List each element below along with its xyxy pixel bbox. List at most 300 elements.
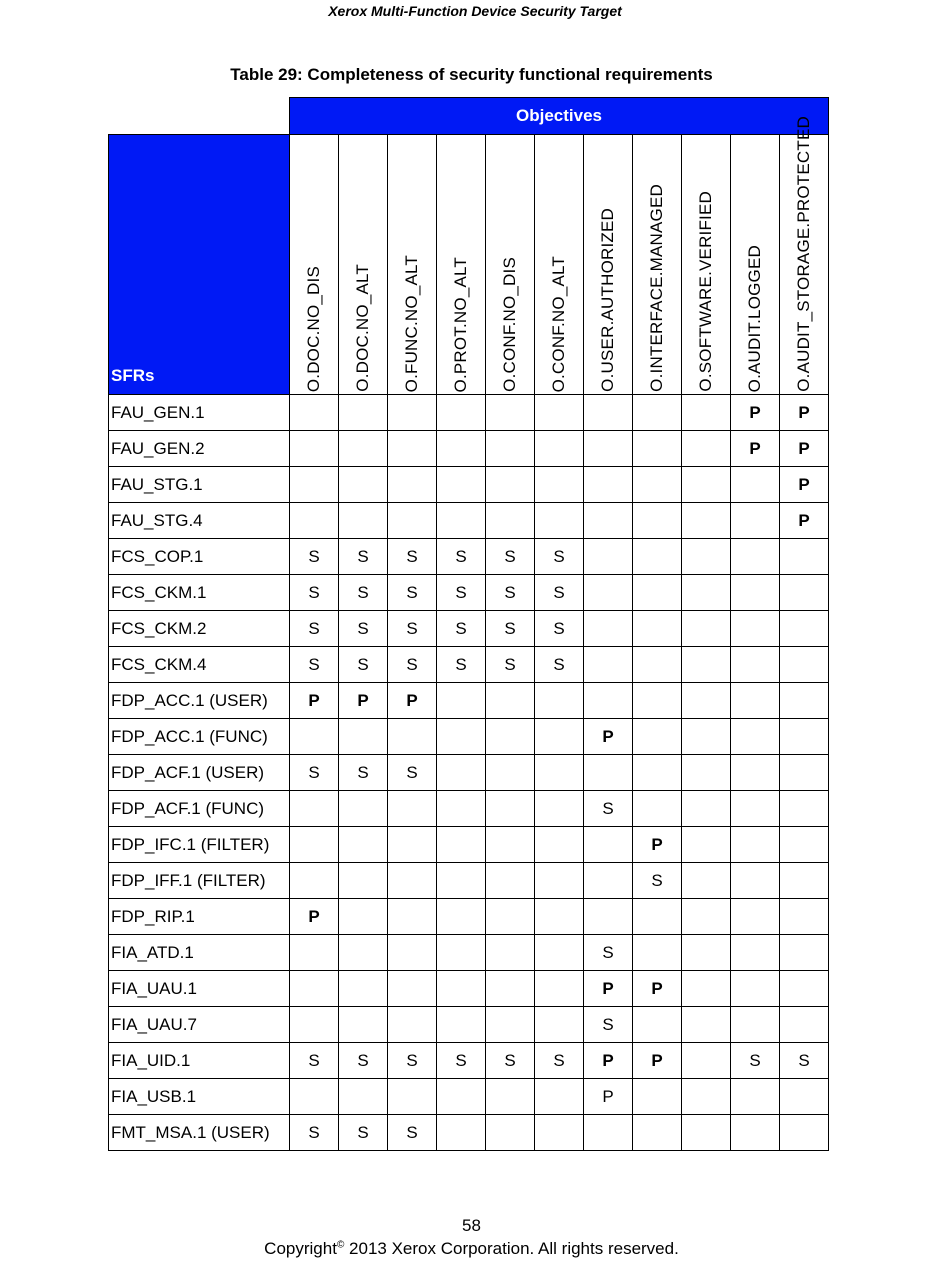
objective-header-cell: [437, 135, 486, 395]
mapping-cell: P: [731, 431, 780, 467]
mapping-cell: [535, 863, 584, 899]
mapping-cell: [339, 719, 388, 755]
mapping-cell: [682, 1043, 731, 1079]
mapping-cell: [731, 863, 780, 899]
mapping-cell: [780, 935, 829, 971]
mapping-cell: [584, 575, 633, 611]
mapping-cell: [584, 863, 633, 899]
mapping-cell: [339, 935, 388, 971]
mapping-cell: [535, 431, 584, 467]
objective-name: O.USER.AUTHORIZED: [598, 208, 617, 392]
mapping-cell: S: [486, 575, 535, 611]
sfr-name-cell: FDP_ACF.1 (USER): [109, 755, 290, 791]
table-row: [109, 863, 829, 899]
mapping-cell: [437, 719, 486, 755]
sfr-name-cell: FDP_IFF.1 (FILTER): [109, 863, 290, 899]
mapping-cell: [437, 791, 486, 827]
mapping-cell: [486, 1007, 535, 1043]
objective-header-cell: [486, 135, 535, 395]
mapping-cell: P: [584, 1079, 633, 1115]
mapping-cell: [388, 827, 437, 863]
objective-name: O.SOFTWARE.VERIFIED: [696, 191, 715, 392]
mapping-cell: [486, 1079, 535, 1115]
copyright-prefix: Copyright: [264, 1239, 337, 1258]
table-row: [109, 1079, 829, 1115]
mapping-cell: S: [535, 1043, 584, 1079]
objective-name: O.AUDIT.LOGGED: [745, 244, 764, 392]
mapping-cell: P: [731, 395, 780, 431]
mapping-cell: [682, 971, 731, 1007]
mapping-cell: [682, 863, 731, 899]
mapping-cell: P: [339, 683, 388, 719]
table-corner: [109, 98, 290, 135]
table-row: [109, 755, 829, 791]
mapping-cell: [290, 935, 339, 971]
mapping-cell: [437, 971, 486, 1007]
mapping-cell: [633, 395, 682, 431]
sfr-name-cell: FIA_UAU.7: [109, 1007, 290, 1043]
objective-name: O.DOC.NO_DIS: [304, 265, 323, 392]
copyright-symbol: ©: [336, 1239, 345, 1251]
objective-name: O.INTERFACE.MANAGED: [647, 184, 666, 392]
objectives-header: Objectives: [290, 98, 829, 135]
mapping-cell: [780, 791, 829, 827]
mapping-cell: [584, 755, 633, 791]
mapping-cell: S: [535, 575, 584, 611]
mapping-cell: [388, 935, 437, 971]
mapping-cell: P: [633, 1043, 682, 1079]
table-row: [109, 827, 829, 863]
mapping-cell: S: [437, 647, 486, 683]
objective-header-cell: [584, 135, 633, 395]
mapping-cell: [584, 539, 633, 575]
mapping-cell: S: [584, 935, 633, 971]
mapping-cell: [731, 575, 780, 611]
mapping-cell: P: [388, 683, 437, 719]
mapping-cell: [584, 647, 633, 683]
mapping-cell: [290, 431, 339, 467]
mapping-cell: [339, 1079, 388, 1115]
mapping-cell: [339, 863, 388, 899]
objective-header-cell: [731, 135, 780, 395]
table-row: [109, 1043, 829, 1079]
mapping-cell: [731, 611, 780, 647]
mapping-cell: [437, 1007, 486, 1043]
mapping-cell: [731, 719, 780, 755]
mapping-cell: [437, 827, 486, 863]
mapping-cell: [486, 1115, 535, 1151]
mapping-cell: [290, 467, 339, 503]
table-row: [109, 971, 829, 1007]
sfr-name-cell: FAU_GEN.1: [109, 395, 290, 431]
mapping-cell: [682, 647, 731, 683]
objective-name: O.CONF.NO_ALT: [549, 255, 568, 392]
mapping-cell: S: [339, 647, 388, 683]
mapping-cell: [486, 683, 535, 719]
mapping-cell: P: [633, 827, 682, 863]
mapping-cell: S: [437, 611, 486, 647]
objective-header-cell: [535, 135, 584, 395]
mapping-cell: S: [584, 791, 633, 827]
mapping-cell: P: [290, 683, 339, 719]
mapping-cell: [633, 935, 682, 971]
mapping-cell: S: [633, 863, 682, 899]
mapping-cell: [388, 1079, 437, 1115]
mapping-cell: [584, 467, 633, 503]
mapping-cell: [437, 1079, 486, 1115]
mapping-cell: [731, 539, 780, 575]
page-number: 58: [462, 1216, 481, 1235]
mapping-cell: [780, 827, 829, 863]
mapping-cell: [535, 899, 584, 935]
mapping-cell: [682, 719, 731, 755]
mapping-cell: [780, 755, 829, 791]
sfr-name-cell: FAU_STG.1: [109, 467, 290, 503]
table-row: [109, 719, 829, 755]
mapping-cell: S: [388, 1115, 437, 1151]
mapping-cell: [388, 899, 437, 935]
mapping-cell: [731, 755, 780, 791]
mapping-cell: [388, 971, 437, 1007]
mapping-cell: [486, 827, 535, 863]
mapping-cell: [339, 467, 388, 503]
mapping-cell: [486, 395, 535, 431]
mapping-cell: [339, 899, 388, 935]
table-caption: Table 29: Completeness of security functional requirements: [230, 65, 713, 84]
objective-header-cell: [339, 135, 388, 395]
table-row: [109, 1115, 829, 1151]
mapping-cell: S: [339, 1043, 388, 1079]
mapping-cell: [388, 863, 437, 899]
mapping-cell: S: [535, 611, 584, 647]
mapping-cell: [682, 827, 731, 863]
mapping-cell: [535, 503, 584, 539]
objective-name: O.AUDIT_STORAGE.PROTECTED: [794, 116, 813, 392]
objective-header-cell: [290, 135, 339, 395]
mapping-cell: [682, 683, 731, 719]
mapping-cell: [731, 683, 780, 719]
mapping-cell: [290, 1007, 339, 1043]
mapping-cell: S: [388, 1043, 437, 1079]
mapping-cell: [633, 467, 682, 503]
mapping-cell: S: [731, 1043, 780, 1079]
sfr-name-cell: FCS_COP.1: [109, 539, 290, 575]
objective-names-row: [109, 135, 829, 395]
mapping-cell: [780, 719, 829, 755]
mapping-cell: [584, 395, 633, 431]
sfr-name-cell: FDP_IFC.1 (FILTER): [109, 827, 290, 863]
mapping-cell: S: [780, 1043, 829, 1079]
mapping-cell: P: [584, 719, 633, 755]
mapping-cell: S: [388, 575, 437, 611]
mapping-cell: [682, 503, 731, 539]
mapping-cell: S: [437, 1043, 486, 1079]
mapping-cell: [682, 755, 731, 791]
mapping-cell: [633, 683, 682, 719]
mapping-cell: [486, 863, 535, 899]
mapping-cell: S: [290, 539, 339, 575]
mapping-cell: [780, 1115, 829, 1151]
mapping-cell: [388, 395, 437, 431]
mapping-cell: [682, 1115, 731, 1151]
table-row: [109, 1007, 829, 1043]
mapping-cell: [682, 611, 731, 647]
mapping-cell: [633, 899, 682, 935]
mapping-cell: [633, 791, 682, 827]
mapping-cell: [437, 395, 486, 431]
mapping-cell: [339, 1007, 388, 1043]
mapping-cell: [290, 719, 339, 755]
objective-header-cell: [682, 135, 731, 395]
mapping-cell: [780, 1079, 829, 1115]
mapping-cell: S: [339, 575, 388, 611]
mapping-cell: [535, 1079, 584, 1115]
sfr-name-cell: FDP_ACF.1 (FUNC): [109, 791, 290, 827]
table-row: [109, 539, 829, 575]
mapping-cell: P: [780, 431, 829, 467]
mapping-cell: [584, 827, 633, 863]
table-row: [109, 899, 829, 935]
mapping-cell: S: [339, 539, 388, 575]
sfr-name-cell: FDP_ACC.1 (FUNC): [109, 719, 290, 755]
mapping-cell: [780, 539, 829, 575]
mapping-cell: [486, 791, 535, 827]
sfr-objectives-table: [108, 97, 829, 1151]
mapping-cell: S: [290, 575, 339, 611]
mapping-cell: S: [486, 539, 535, 575]
mapping-cell: S: [486, 1043, 535, 1079]
table-row: [109, 683, 829, 719]
sfr-name-cell: FCS_CKM.2: [109, 611, 290, 647]
mapping-cell: [388, 719, 437, 755]
mapping-cell: [290, 395, 339, 431]
mapping-cell: [437, 683, 486, 719]
mapping-cell: [388, 791, 437, 827]
mapping-cell: [584, 683, 633, 719]
table-row: [109, 395, 829, 431]
mapping-cell: S: [290, 647, 339, 683]
mapping-cell: [290, 863, 339, 899]
running-header: Xerox Multi-Function Device Security Target: [328, 3, 622, 19]
mapping-cell: [437, 467, 486, 503]
mapping-cell: S: [339, 1115, 388, 1151]
mapping-cell: [584, 503, 633, 539]
mapping-cell: [535, 755, 584, 791]
mapping-cell: [290, 1079, 339, 1115]
mapping-cell: [535, 971, 584, 1007]
mapping-cell: P: [780, 503, 829, 539]
sfr-name-cell: FMT_MSA.1 (USER): [109, 1115, 290, 1151]
mapping-cell: S: [486, 611, 535, 647]
sfr-name-cell: FCS_CKM.1: [109, 575, 290, 611]
mapping-cell: [535, 719, 584, 755]
mapping-cell: [437, 431, 486, 467]
objective-header-cell: [633, 135, 682, 395]
mapping-cell: [633, 1079, 682, 1115]
mapping-cell: [437, 899, 486, 935]
mapping-cell: S: [290, 1115, 339, 1151]
mapping-cell: [290, 791, 339, 827]
mapping-cell: [339, 503, 388, 539]
mapping-cell: [682, 575, 731, 611]
mapping-cell: [633, 431, 682, 467]
table-row: [109, 611, 829, 647]
mapping-cell: [388, 431, 437, 467]
sfr-name-cell: FIA_UID.1: [109, 1043, 290, 1079]
mapping-cell: [290, 503, 339, 539]
mapping-cell: [388, 1007, 437, 1043]
table-row: [109, 431, 829, 467]
sfr-name-cell: FIA_USB.1: [109, 1079, 290, 1115]
mapping-cell: [682, 467, 731, 503]
mapping-cell: S: [388, 755, 437, 791]
mapping-cell: S: [388, 539, 437, 575]
table-row: [109, 647, 829, 683]
mapping-cell: [780, 899, 829, 935]
mapping-cell: S: [437, 575, 486, 611]
mapping-cell: S: [388, 611, 437, 647]
mapping-cell: [535, 395, 584, 431]
mapping-cell: [486, 755, 535, 791]
mapping-cell: [486, 935, 535, 971]
mapping-cell: S: [584, 1007, 633, 1043]
mapping-cell: [584, 1115, 633, 1151]
mapping-cell: [731, 827, 780, 863]
mapping-cell: [437, 503, 486, 539]
mapping-cell: P: [584, 1043, 633, 1079]
mapping-cell: [437, 755, 486, 791]
mapping-cell: [780, 971, 829, 1007]
mapping-cell: S: [290, 611, 339, 647]
mapping-cell: S: [339, 611, 388, 647]
mapping-cell: [437, 935, 486, 971]
mapping-cell: [584, 611, 633, 647]
mapping-cell: [633, 1007, 682, 1043]
mapping-cell: [780, 683, 829, 719]
mapping-cell: [731, 647, 780, 683]
mapping-cell: S: [535, 539, 584, 575]
table-row: [109, 467, 829, 503]
sfr-name-cell: FIA_ATD.1: [109, 935, 290, 971]
mapping-cell: [339, 791, 388, 827]
mapping-cell: [388, 503, 437, 539]
sfr-name-cell: FAU_STG.4: [109, 503, 290, 539]
mapping-cell: [731, 791, 780, 827]
table-row: [109, 791, 829, 827]
mapping-cell: [535, 935, 584, 971]
copyright-suffix: 2013 Xerox Corporation. All rights reserved.: [344, 1239, 679, 1258]
mapping-cell: [535, 1007, 584, 1043]
sfr-name-cell: FAU_GEN.2: [109, 431, 290, 467]
table-row: [109, 503, 829, 539]
mapping-cell: [780, 611, 829, 647]
mapping-cell: [633, 647, 682, 683]
objective-name: O.CONF.NO_DIS: [500, 257, 519, 392]
mapping-cell: [682, 899, 731, 935]
mapping-cell: [682, 1079, 731, 1115]
mapping-cell: S: [388, 647, 437, 683]
mapping-cell: [486, 971, 535, 1007]
mapping-cell: [339, 827, 388, 863]
mapping-cell: P: [584, 971, 633, 1007]
mapping-cell: [290, 827, 339, 863]
mapping-cell: [535, 1115, 584, 1151]
mapping-cell: [780, 1007, 829, 1043]
sfr-table-body: [109, 395, 829, 1151]
mapping-cell: [535, 467, 584, 503]
mapping-cell: S: [290, 1043, 339, 1079]
mapping-cell: [633, 539, 682, 575]
mapping-cell: [682, 431, 731, 467]
mapping-cell: [486, 467, 535, 503]
mapping-cell: S: [290, 755, 339, 791]
mapping-cell: P: [290, 899, 339, 935]
mapping-cell: [535, 683, 584, 719]
table-row: [109, 935, 829, 971]
mapping-cell: [633, 755, 682, 791]
mapping-cell: [535, 827, 584, 863]
copyright-notice: [0, 1239, 943, 1259]
mapping-cell: [290, 971, 339, 1007]
mapping-cell: [633, 1115, 682, 1151]
mapping-cell: [731, 971, 780, 1007]
mapping-cell: [682, 539, 731, 575]
mapping-cell: [731, 467, 780, 503]
mapping-cell: P: [780, 395, 829, 431]
mapping-cell: [682, 395, 731, 431]
mapping-cell: [437, 863, 486, 899]
sfr-name-cell: FIA_UAU.1: [109, 971, 290, 1007]
mapping-cell: [388, 467, 437, 503]
mapping-cell: [633, 503, 682, 539]
mapping-cell: [633, 719, 682, 755]
mapping-cell: [731, 935, 780, 971]
mapping-cell: [486, 503, 535, 539]
mapping-cell: [633, 611, 682, 647]
objective-name: O.FUNC.NO_ALT: [402, 254, 421, 392]
mapping-cell: [584, 899, 633, 935]
sfrs-header: SFRs: [109, 135, 290, 395]
mapping-cell: [780, 647, 829, 683]
mapping-cell: S: [339, 755, 388, 791]
objective-header-cell: [388, 135, 437, 395]
sfr-name-cell: FDP_RIP.1: [109, 899, 290, 935]
objective-name: O.PROT.NO_ALT: [451, 256, 470, 392]
mapping-cell: [486, 719, 535, 755]
mapping-cell: [731, 1079, 780, 1115]
table-row: [109, 575, 829, 611]
mapping-cell: S: [486, 647, 535, 683]
mapping-cell: [584, 431, 633, 467]
mapping-cell: [339, 395, 388, 431]
mapping-cell: [535, 791, 584, 827]
mapping-cell: S: [535, 647, 584, 683]
mapping-cell: [731, 1115, 780, 1151]
mapping-cell: [339, 971, 388, 1007]
mapping-cell: [682, 935, 731, 971]
mapping-cell: [780, 863, 829, 899]
objective-header-cell: [780, 116, 829, 395]
mapping-cell: P: [633, 971, 682, 1007]
mapping-cell: S: [437, 539, 486, 575]
mapping-cell: [682, 791, 731, 827]
mapping-cell: [731, 899, 780, 935]
mapping-cell: [731, 1007, 780, 1043]
sfr-name-cell: FCS_CKM.4: [109, 647, 290, 683]
mapping-cell: [437, 1115, 486, 1151]
sfr-name-cell: FDP_ACC.1 (USER): [109, 683, 290, 719]
mapping-cell: [780, 575, 829, 611]
